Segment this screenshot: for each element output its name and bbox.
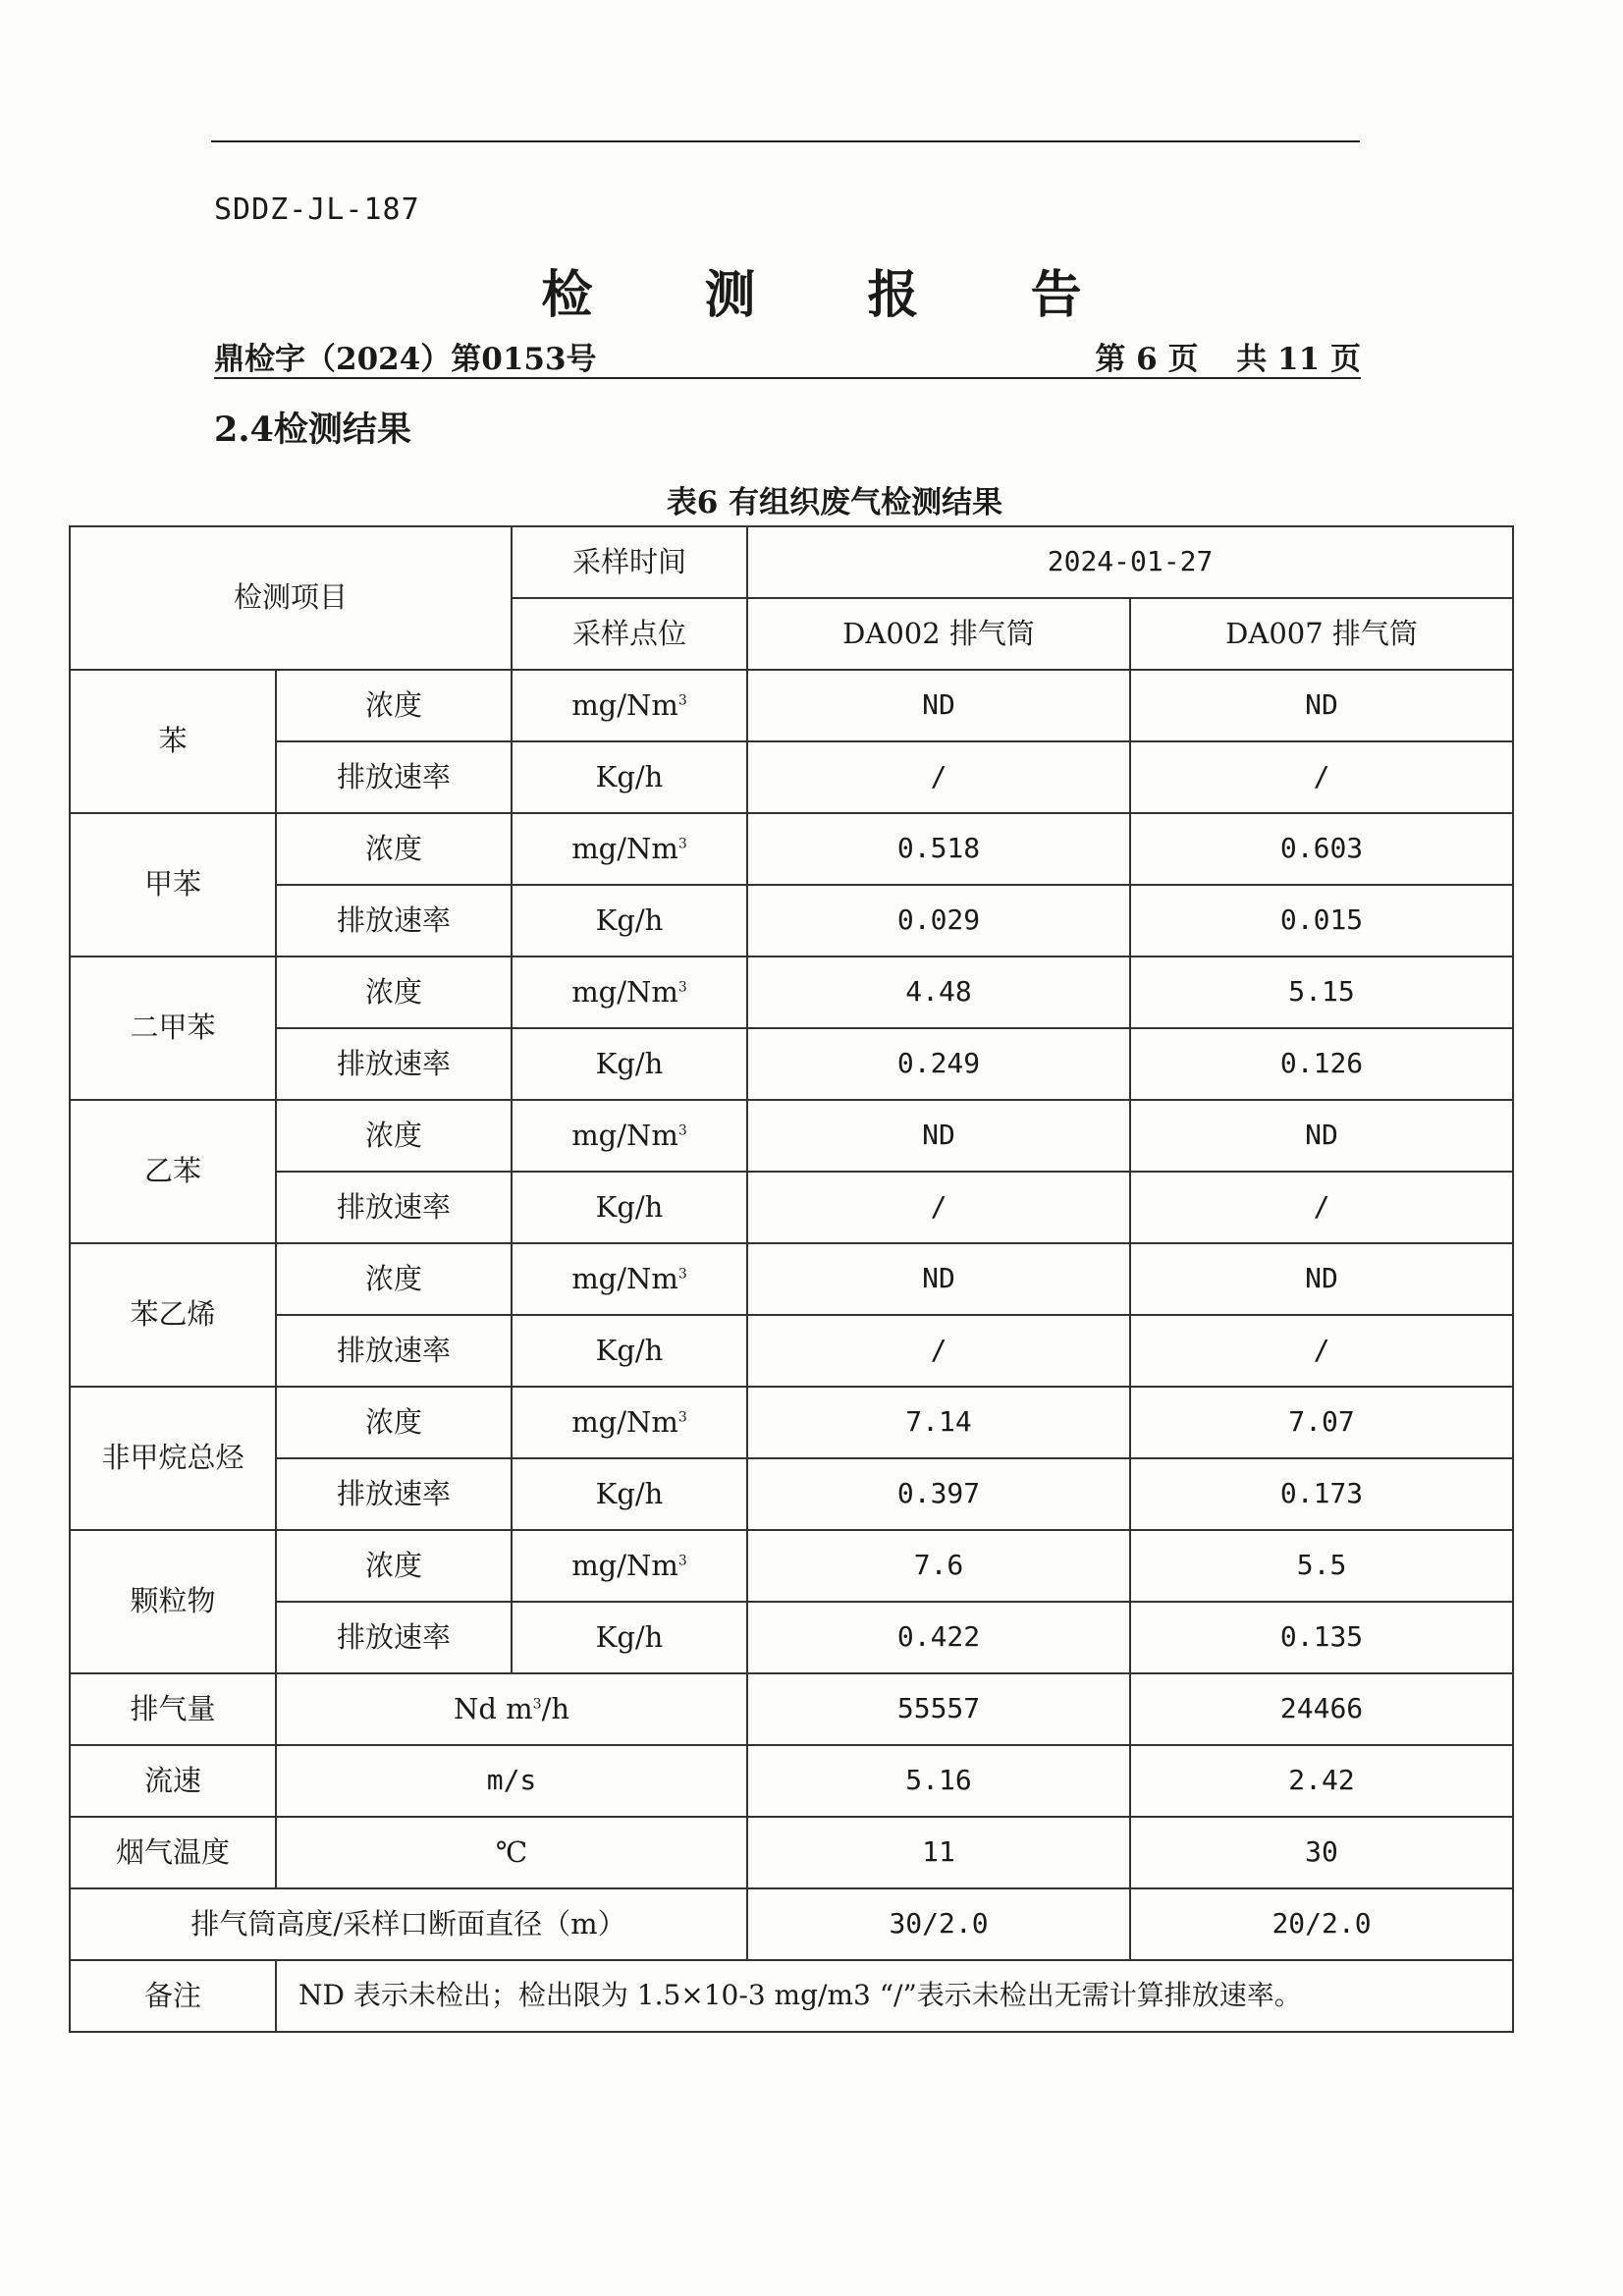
emission-rate-unit: Kg/h xyxy=(512,741,747,813)
velocity-value: 5.16 xyxy=(747,1745,1130,1817)
page-indicator xyxy=(1089,334,1361,378)
emission-rate-value: 0.029 xyxy=(747,885,1130,957)
unit-superscript: 3 xyxy=(677,692,687,709)
table-row xyxy=(70,957,1513,1028)
table-row xyxy=(70,1817,1513,1888)
sample-point-label: 采样点位 xyxy=(512,598,747,670)
stack-value: 30/2.0 xyxy=(747,1888,1130,1960)
concentration-label: 浓度 xyxy=(276,1530,512,1602)
table-row xyxy=(70,1745,1513,1817)
unit-base: mg/Nm xyxy=(571,974,678,1009)
unit-base: mg/Nm xyxy=(571,1118,678,1152)
table-row xyxy=(70,1888,1513,1960)
stack-label: 排气筒高度/采样口断面直径（m） xyxy=(70,1888,747,1960)
pollutant-name: 乙苯 xyxy=(70,1100,276,1243)
pollutant-name: 苯 xyxy=(70,670,276,813)
emission-rate-value: 0.126 xyxy=(1130,1028,1513,1100)
emission-rate-label: 排放速率 xyxy=(276,1602,512,1673)
emission-rate-unit: Kg/h xyxy=(512,1028,747,1100)
concentration-value: 5.5 xyxy=(1130,1530,1513,1602)
emission-rate-unit: Kg/h xyxy=(512,1602,747,1673)
flow-value: 55557 xyxy=(747,1673,1130,1745)
emission-rate-value: / xyxy=(1130,1172,1513,1243)
report-title: 检 测 报 告 xyxy=(541,265,1129,325)
concentration-label: 浓度 xyxy=(276,813,512,885)
emission-rate-unit: Kg/h xyxy=(512,1172,747,1243)
table-row xyxy=(70,1100,1513,1172)
sample-date: 2024-01-27 xyxy=(747,526,1513,598)
concentration-value: ND xyxy=(747,1100,1130,1172)
pollutant-name: 甲苯 xyxy=(70,813,276,957)
concentration-label: 浓度 xyxy=(276,1100,512,1172)
sample-time-label: 采样时间 xyxy=(512,526,747,598)
concentration-value: ND xyxy=(1130,1100,1513,1172)
table-row xyxy=(70,1960,1513,2032)
sample-point-2: DA007 排气筒 xyxy=(1130,598,1513,670)
pollutant-name: 非甲烷总烃 xyxy=(70,1387,276,1530)
unit-base: mg/Nm xyxy=(571,1404,678,1439)
sample-point-1: DA002 排气筒 xyxy=(747,598,1130,670)
pollutant-name: 苯乙烯 xyxy=(70,1243,276,1387)
concentration-value: ND xyxy=(747,670,1130,741)
document-code: SDDZ-JL-187 xyxy=(214,192,420,227)
unit-superscript: 3 xyxy=(677,1553,687,1569)
table-row xyxy=(70,1458,1513,1530)
concentration-value: 7.14 xyxy=(747,1387,1130,1458)
emission-rate-unit: Kg/h xyxy=(512,1458,747,1530)
section-title: 2.4检测结果 xyxy=(214,410,411,450)
concentration-value: 5.15 xyxy=(1130,957,1513,1028)
unit-superscript: 3 xyxy=(677,1266,687,1283)
emission-rate-label: 排放速率 xyxy=(276,885,512,957)
temperature-value: 30 xyxy=(1130,1817,1513,1888)
page-total: 共 11 页 xyxy=(1236,342,1361,377)
results-table xyxy=(69,525,1514,2033)
table-caption: 表6 有组织废气检测结果 xyxy=(666,485,1003,520)
table-row xyxy=(70,1673,1513,1745)
emission-rate-value: 0.422 xyxy=(747,1602,1130,1673)
pollutant-name: 颗粒物 xyxy=(70,1530,276,1673)
emission-rate-label: 排放速率 xyxy=(276,1028,512,1100)
concentration-value: ND xyxy=(1130,670,1513,741)
unit-superscript: 3 xyxy=(677,979,687,996)
remark-text: ND 表示未检出；检出限为 1.5×10-3 mg/m3 “/”表示未检出无需计算排放速率。 xyxy=(276,1960,1513,2032)
page-number: 第 6 页 xyxy=(1095,342,1199,377)
report-number: 鼎检字（2024）第0153号 xyxy=(214,342,597,377)
table-row xyxy=(70,813,1513,885)
emission-rate-value: / xyxy=(747,1172,1130,1243)
unit-superscript: 3 xyxy=(677,1409,687,1426)
emission-rate-value: / xyxy=(747,741,1130,813)
unit-base: Nd m xyxy=(453,1691,533,1725)
table-row xyxy=(70,1315,1513,1387)
concentration-unit xyxy=(512,1530,747,1602)
concentration-unit xyxy=(512,670,747,741)
stack-value: 20/2.0 xyxy=(1130,1888,1513,1960)
table-row xyxy=(70,1387,1513,1458)
table-row xyxy=(70,1602,1513,1673)
emission-rate-value: 0.249 xyxy=(747,1028,1130,1100)
concentration-value: ND xyxy=(1130,1243,1513,1315)
temperature-value: 11 xyxy=(747,1817,1130,1888)
temperature-label: 烟气温度 xyxy=(70,1817,276,1888)
flow-value: 24466 xyxy=(1130,1673,1513,1745)
unit-base: mg/Nm xyxy=(571,1548,678,1582)
table-row xyxy=(70,1243,1513,1315)
header-rule xyxy=(211,140,1360,142)
emission-rate-value: 0.135 xyxy=(1130,1602,1513,1673)
table-header-row xyxy=(70,526,1513,598)
emission-rate-label: 排放速率 xyxy=(276,741,512,813)
pollutant-name: 二甲苯 xyxy=(70,957,276,1100)
table-row xyxy=(70,1172,1513,1243)
concentration-label: 浓度 xyxy=(276,1243,512,1315)
unit-superscript: 3 xyxy=(532,1696,542,1713)
unit-superscript: 3 xyxy=(677,836,687,852)
emission-rate-value: / xyxy=(1130,1315,1513,1387)
emission-rate-value: 0.173 xyxy=(1130,1458,1513,1530)
concentration-unit xyxy=(512,1387,747,1458)
table-row xyxy=(70,741,1513,813)
concentration-value: 0.603 xyxy=(1130,813,1513,885)
velocity-unit: m/s xyxy=(276,1745,747,1817)
table-row xyxy=(70,670,1513,741)
emission-rate-value: / xyxy=(1130,741,1513,813)
unit-tail: /h xyxy=(541,1691,570,1725)
emission-rate-label: 排放速率 xyxy=(276,1315,512,1387)
concentration-value: ND xyxy=(747,1243,1130,1315)
emission-rate-value: 0.015 xyxy=(1130,885,1513,957)
concentration-label: 浓度 xyxy=(276,670,512,741)
velocity-label: 流速 xyxy=(70,1745,276,1817)
concentration-unit xyxy=(512,813,747,885)
report-reference-line xyxy=(214,334,1361,379)
concentration-unit xyxy=(512,957,747,1028)
unit-base: mg/Nm xyxy=(571,831,678,865)
unit-superscript: 3 xyxy=(677,1122,687,1139)
concentration-label: 浓度 xyxy=(276,1387,512,1458)
emission-rate-value: / xyxy=(747,1315,1130,1387)
table-row xyxy=(70,885,1513,957)
unit-base: mg/Nm xyxy=(571,1261,678,1295)
flow-label: 排气量 xyxy=(70,1673,276,1745)
table-row xyxy=(70,1028,1513,1100)
unit-base: mg/Nm xyxy=(571,687,678,722)
concentration-value: 7.6 xyxy=(747,1530,1130,1602)
concentration-value: 0.518 xyxy=(747,813,1130,885)
concentration-value: 4.48 xyxy=(747,957,1130,1028)
emission-rate-label: 排放速率 xyxy=(276,1458,512,1530)
emission-rate-unit: Kg/h xyxy=(512,885,747,957)
item-header: 检测项目 xyxy=(70,526,512,670)
emission-rate-label: 排放速率 xyxy=(276,1172,512,1243)
table-row xyxy=(70,1530,1513,1602)
velocity-value: 2.42 xyxy=(1130,1745,1513,1817)
concentration-unit xyxy=(512,1100,747,1172)
concentration-unit xyxy=(512,1243,747,1315)
flow-unit xyxy=(276,1673,747,1745)
concentration-label: 浓度 xyxy=(276,957,512,1028)
emission-rate-unit: Kg/h xyxy=(512,1315,747,1387)
emission-rate-value: 0.397 xyxy=(747,1458,1130,1530)
temperature-unit: ℃ xyxy=(276,1817,747,1888)
remark-label: 备注 xyxy=(70,1960,276,2032)
concentration-value: 7.07 xyxy=(1130,1387,1513,1458)
